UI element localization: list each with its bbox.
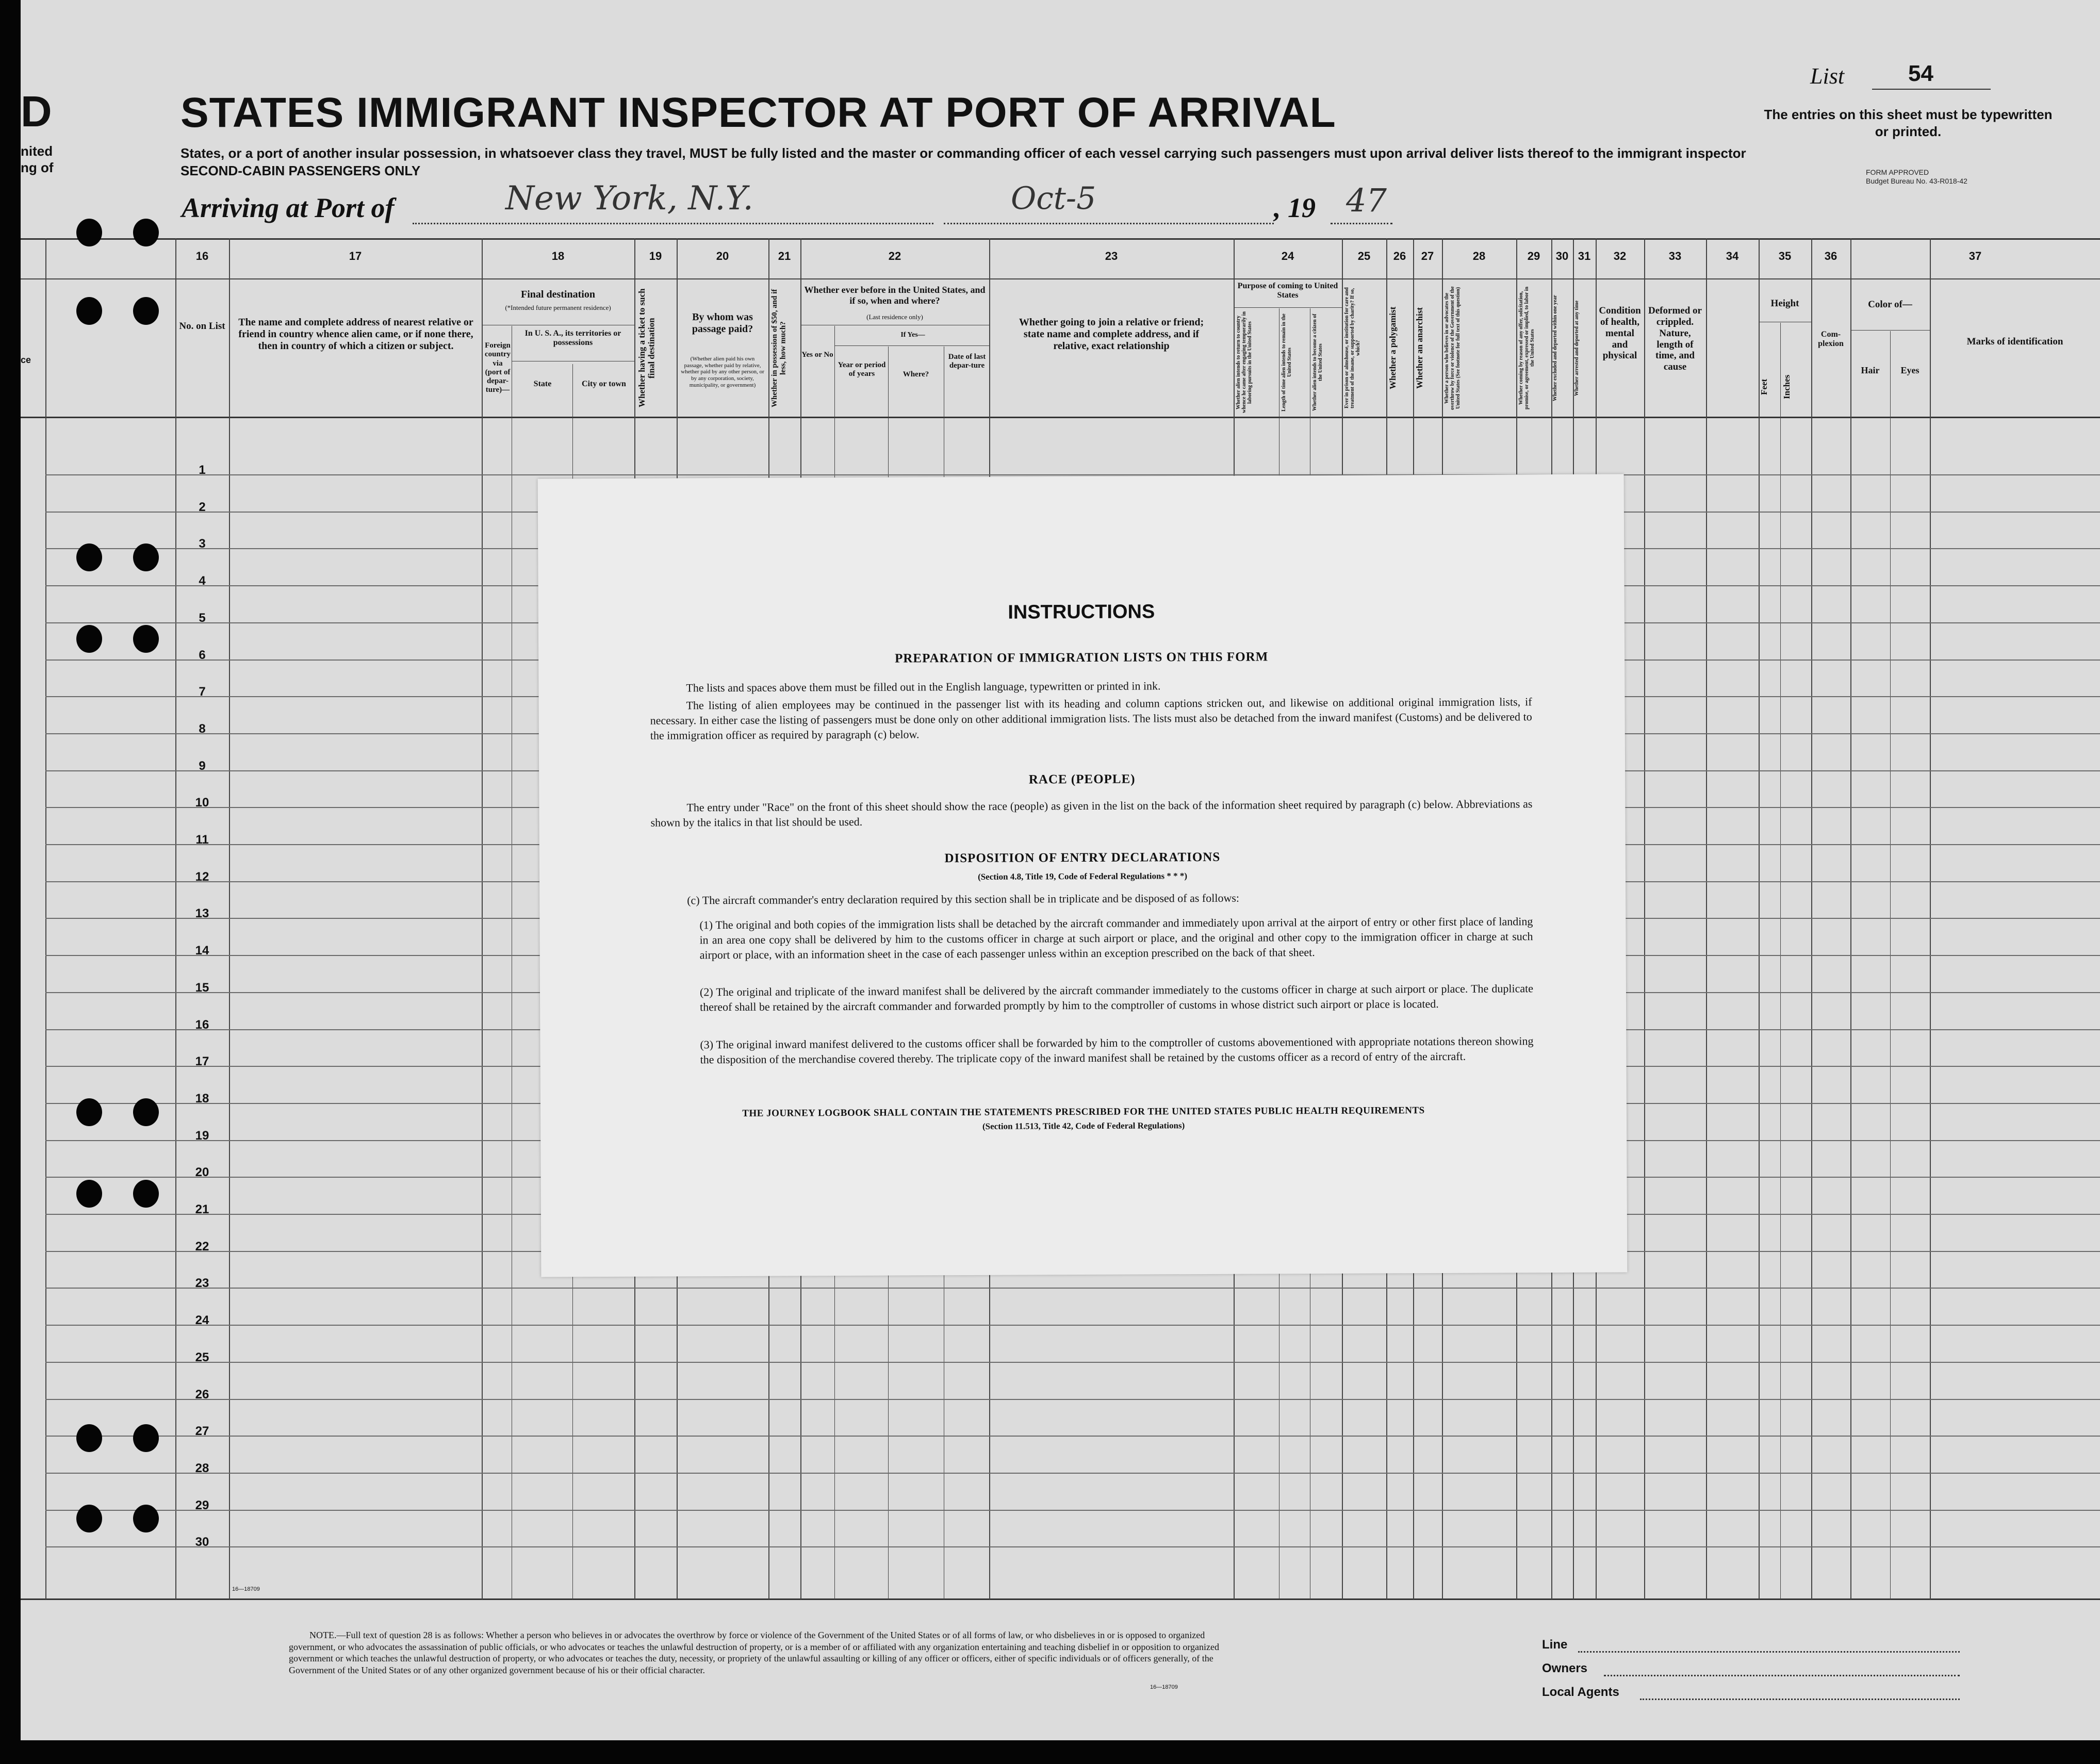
table-bottom-rule (21, 1598, 2100, 1600)
punch-hole (133, 219, 159, 246)
margin-fragment-d: D (21, 87, 52, 136)
list-label: List (1810, 63, 1845, 89)
footer-note-question-28: NOTE.—Full text of question 28 is as follows: Whether a person who believes in or advocates the overthrow by force or violence of the Government of the United States or of all forms of law, or who disbelieves in or is opposed to organized government, or who advocates the assassination of public officials, or who advocates or teaches the unlawful destruction of property, or is a member of or affiliated with any organization entertaining and teaching disbelief in or opposition to organized government or which teaches the unlawful destruction of property, or who advocates or teaches the duty, necessity, or propriety of the unlawful assaulting or killing of any officer or officers, either of specific individuals or of officers generally, of the Government of the United States or of any other organized government because of his or their official character. (289, 1630, 1219, 1675)
row-number: 10 (195, 796, 209, 810)
col-number-20: 20 (716, 250, 729, 262)
instructions-para-c-text: (c) The aircraft commander's entry declaration required by this section shall be in triplicate and be disposed of as follows: (687, 891, 1240, 907)
row-number: 28 (195, 1461, 209, 1475)
punch-hole (133, 1424, 159, 1452)
col-number-16: 16 (195, 250, 209, 262)
instructions-para-2 (650, 694, 1532, 743)
col-number-36: 36 (1824, 250, 1838, 262)
date-underline (944, 223, 1274, 224)
table-row (45, 1288, 2100, 1289)
row-number: 27 (195, 1424, 209, 1439)
header-arrested: Whether arrested and deported at any time (1574, 300, 1580, 396)
row-number: 6 (199, 648, 206, 662)
instructions-para-c (651, 889, 1533, 908)
instructions-heading-preparation: PREPARATION OF IMMIGRATION LISTS ON THIS FORM (894, 650, 1269, 666)
punch-hole (133, 625, 159, 653)
instructions-para-1-text: The lists and spaces above them must be filled out in the English language, typewritten or printed in ink. (686, 679, 1161, 695)
header-passage-paid-sub: (Whether alien paid his own passage, whether paid by relative, whether paid by any other person, or by any corporation, society, municipality, or government) (681, 356, 764, 388)
subhead-rule (1850, 330, 1930, 331)
instructions-para-race-text: The entry under "Race" on the front of this sheet should show the race (people) as given in the list on the back of the information sheet required by paragraph (c) below. Abbreviations as shown by the italics in that list should be used. (650, 797, 1533, 829)
header-height: Height (1770, 298, 1799, 309)
row-number: 2 (199, 500, 206, 514)
footer-line-underline (1578, 1651, 1960, 1653)
subhead-rule (1234, 307, 1342, 308)
header-year-or-period: Year or period of years (838, 361, 886, 378)
instructions-heading-race: RACE (PEOPLE) (1028, 772, 1136, 787)
subhead-rule (834, 345, 989, 346)
header-purpose-length: Length of time alien intends to remain in the United States (1281, 314, 1292, 411)
page-title: STATES IMMIGRANT INSPECTOR AT PORT OF ARRIVAL (181, 89, 1336, 136)
col-line (1780, 323, 1781, 1600)
list-number: 54 (1908, 61, 1933, 86)
margin-fragment-ce: ce (21, 355, 31, 365)
form-code-footer: 16—18709 (1150, 1684, 1178, 1690)
header-date-last-departure: Date of last depar-ture (948, 353, 986, 370)
punch-hole (133, 1505, 159, 1532)
punch-hole (76, 1098, 102, 1126)
row-number: 17 (195, 1054, 209, 1069)
row-number: 5 (199, 611, 206, 625)
row-number: 26 (195, 1387, 209, 1402)
header-prison: Ever in prison or almshouse, or institution for care and treatment of the insane, or supported by charity? If so, which? (1344, 287, 1361, 409)
row-number: 25 (195, 1350, 209, 1364)
table-row (45, 1399, 2100, 1400)
row-number: 1 (199, 463, 206, 477)
header-ever-before-sub: (Last residence only) (866, 313, 923, 321)
margin-fragment-nited: nited (21, 143, 53, 159)
typewritten-note: The entries on this sheet must be typewritten or printed. (1764, 107, 2053, 139)
header-color-of: Color of— (1868, 299, 1912, 310)
row-number: 16 (195, 1017, 209, 1032)
header-nearest-relative: The name and complete address of nearest relative or friend in country whence alien came, or if none there, then in country of which a citizen or subject. (238, 317, 473, 352)
table-row (45, 1325, 2100, 1326)
header-excluded: Whether excluded and deported within one year (1552, 295, 1558, 401)
instructions-para-1 (650, 677, 1532, 695)
form-approved-note: FORM APPROVED Budget Bureau No. 43-R018-42 (1866, 168, 1967, 185)
header-purpose-citizen: Whether alien intends to become a citizen of the United States (1312, 314, 1323, 411)
arriving-label: Arriving at Port of (182, 192, 395, 223)
col-number-37: 37 (1968, 250, 1982, 262)
arriving-year-prefix: , 19 (1274, 192, 1316, 223)
header-final-destination-sub: (*Intended future permanent residence) (505, 304, 611, 311)
col-line (1890, 331, 1891, 1600)
punch-hole (76, 297, 102, 325)
instructions-item-1: (1) The original and both copies of the immigration lists shall be detached by the aircraft commander and immediately upon arrival at the airport of entry or other first place of landing in an area one copy shall be delivered by him to the customs officer in charge at such airport or place, and the original and other copy to the immigration officer in charge at such airport or place, with an information sheet in the case of each passenger unless within an exception prescribed on the back of that sheet. (699, 915, 1533, 962)
header-subline: States, or a port of another insular possession, in whatsoever class they travel, MUST be fully listed and the master or commanding officer of each vessel carrying such passengers must upon arrival deliver lists thereof to the immigrant inspector (181, 145, 1746, 161)
header-condition-health: Condition of health, mental and physical (1599, 305, 1641, 361)
arriving-port-handwritten: New York, N.Y. (505, 179, 753, 218)
header-join-relative: Whether going to join a relative or friend; state name and complete address, and if relative, exact relationship (1019, 317, 1204, 352)
instructions-final: THE JOURNEY LOGBOOK SHALL CONTAIN THE STATEMENTS PRESCRIBED FOR THE UNITED STATES PUBLIC HEALTH REQUIREMENTS (742, 1105, 1425, 1119)
punch-hole (76, 625, 102, 653)
header-bottom-rule (21, 417, 2100, 418)
header-no-on-list: No. on List (179, 321, 225, 332)
table-row (45, 1473, 2100, 1474)
footer-line-label: Line (1542, 1638, 1568, 1652)
header-anarchist: Whether an anarchist (1415, 307, 1424, 389)
table-row (45, 1362, 2100, 1363)
header-complexion: Com-plexion (1818, 330, 1844, 349)
header-eyes: Eyes (1900, 365, 1919, 375)
header-marks-identification: Marks of identification (1966, 336, 2063, 347)
header-where: Where? (903, 370, 929, 378)
col-number-26: 26 (1393, 250, 1406, 262)
col-number-18: 18 (551, 250, 565, 262)
footer-owners-label: Owners (1542, 1661, 1588, 1675)
punch-hole (76, 1424, 102, 1452)
form-code-table: 16—18709 (232, 1586, 260, 1592)
instructions-heading-disposition: DISPOSITION OF ENTRY DECLARATIONS (944, 850, 1221, 866)
header-ever-before: Whether ever before in the United States, and if so, when and where? (804, 285, 986, 306)
punch-hole (76, 543, 102, 571)
footer-agents-label: Local Agents (1542, 1685, 1619, 1699)
port-underline (413, 223, 933, 224)
header-labor-offer: Whether coming by reason of any offer, solicitation, promise, or agreement, expressed or implied, to labor in the United States (1518, 286, 1535, 410)
col-number-29: 29 (1527, 250, 1540, 262)
row-number: 19 (195, 1128, 209, 1143)
row-number: 3 (199, 537, 206, 551)
header-final-destination: Final destination (521, 289, 595, 300)
row-number: 8 (199, 721, 206, 736)
col-number-22: 22 (888, 250, 901, 262)
header-yes-or-no: Yes or No (801, 351, 833, 359)
footer-agents-underline (1640, 1699, 1960, 1700)
instructions-title: INSTRUCTIONS (1008, 601, 1155, 623)
header-purpose: Purpose of coming to United States (1237, 282, 1338, 300)
header-foreign-country: Foreign country via (port of depar-ture)— (485, 341, 511, 394)
col-number-35: 35 (1778, 250, 1792, 262)
row-number: 13 (195, 906, 209, 921)
row-number: 24 (195, 1313, 209, 1328)
header-overthrow: Whether a person who believes in or advocates the overthrow by force or violence of the Government of the United States (See footnote for full text of this question) (1444, 286, 1461, 410)
col-number-24: 24 (1281, 250, 1294, 262)
punch-hole (133, 543, 159, 571)
col-number-31: 31 (1578, 250, 1591, 262)
table-row (45, 1546, 2100, 1547)
header-hair: Hair (1861, 365, 1880, 375)
col-number-30: 30 (1555, 250, 1569, 262)
row-number: 11 (195, 833, 209, 847)
col-number-28: 28 (1472, 250, 1486, 262)
header-in-usa: In U. S. A., its territories or possessions (524, 329, 621, 348)
manifest-sheet (21, 0, 2100, 1740)
row-number: 12 (195, 869, 209, 884)
punch-hole (133, 297, 159, 325)
instructions-final-sub: (Section 11.513, Title 42, Code of Federal Regulations) (982, 1120, 1185, 1131)
header-subline-2: SECOND-CABIN PASSENGERS ONLY (181, 163, 421, 178)
col-number-34: 34 (1726, 250, 1739, 262)
header-inches: Inches (1782, 374, 1792, 399)
instructions-item-2: (2) The original and triplicate of the inward manifest shall be delivered by the aircraft commander immediately to the customs officer in charge at such airport or place. The duplicate thereof shall be retained by the aircraft commander and forwarded promptly by him to the comptroller of customs in whose district such airport or place is located. (699, 982, 1534, 1014)
punch-hole (76, 219, 102, 246)
header-feet: Feet (1759, 378, 1769, 395)
header-ticket: Whether having a ticket to such final destination (637, 288, 657, 408)
col-number-19: 19 (649, 250, 662, 262)
row-number: 4 (199, 574, 206, 588)
arriving-date-handwritten: Oct-5 (1011, 180, 1096, 217)
row-number: 14 (195, 944, 209, 958)
punch-hole (133, 1180, 159, 1208)
table-top-rule (21, 238, 2100, 240)
year-underline (1331, 223, 1392, 224)
header-deformed: Deformed or crippled. Nature, length of time, and cause (1648, 305, 1702, 373)
footer-owners-underline (1604, 1675, 1960, 1676)
col-number-27: 27 (1421, 250, 1434, 262)
header-passage-paid: By whom was passage paid? (692, 311, 753, 335)
instructions-para-2-text: The listing of alien employees may be continued in the passenger list with its heading and column captions stricken out, and likewise on additional original immigration lists, if necessary. In either case the listing of passengers must be done only on other additional immigration lists. The lists must also be detached from the inward manifest (Customs) and be delivered to the immigration officer as required by paragraph (c) below. (650, 695, 1532, 742)
table-row (45, 1510, 2100, 1511)
instructions-item-3: (3) The original inward manifest delivered to the customs officer shall be forwarded by him to the comptroller of customs abovementioned with appropriate notations thereon showing the disposition of the merchandise covered thereby. The triplicate copy of the inward manifest shall be retained by the customs officer as a record of entry of the aircraft. (700, 1034, 1534, 1066)
row-number: 7 (199, 685, 206, 699)
row-number: 9 (199, 759, 206, 773)
col-number-17: 17 (349, 250, 362, 262)
table-row (45, 1436, 2100, 1437)
col-number-21: 21 (778, 250, 791, 262)
row-number: 29 (195, 1498, 209, 1512)
header-fifty-dollars: Whether in possession of $50, and if less, how much? (770, 289, 788, 407)
header-polygamist: Whether a polygamist (1388, 306, 1398, 390)
list-underline (1872, 89, 1991, 90)
header-city-or-town: City or town (582, 380, 626, 388)
table-row (45, 474, 2100, 475)
instructions-disposition-sub: (Section 4.8, Title 19, Code of Federal Regulations * * *) (977, 871, 1188, 882)
punch-hole (76, 1505, 102, 1532)
row-number: 21 (195, 1202, 209, 1216)
header-state: State (533, 380, 552, 388)
col-number-32: 32 (1613, 250, 1627, 262)
arriving-year-handwritten: 47 (1346, 182, 1387, 219)
header-purpose-return: Whether alien intends to return to country whence he came after engaging temporarily in laboring pursuits in the United States (1236, 311, 1253, 414)
header-if-yes: If Yes— (900, 331, 925, 339)
instructions-para-race (650, 796, 1532, 830)
margin-fragment-ng-of: ng of (21, 160, 54, 175)
row-number: 20 (195, 1165, 209, 1180)
row-number: 23 (195, 1276, 209, 1291)
punch-hole (76, 1180, 102, 1208)
column-number-rule (21, 278, 2100, 279)
col-number-33: 33 (1668, 250, 1682, 262)
punch-hole (133, 1098, 159, 1126)
col-number-23: 23 (1105, 250, 1118, 262)
row-number: 30 (195, 1535, 209, 1549)
row-number: 22 (195, 1239, 209, 1254)
instructions-sheet (538, 474, 1628, 1277)
row-number: 15 (195, 980, 209, 995)
col-number-25: 25 (1357, 250, 1371, 262)
row-number: 18 (195, 1091, 209, 1106)
